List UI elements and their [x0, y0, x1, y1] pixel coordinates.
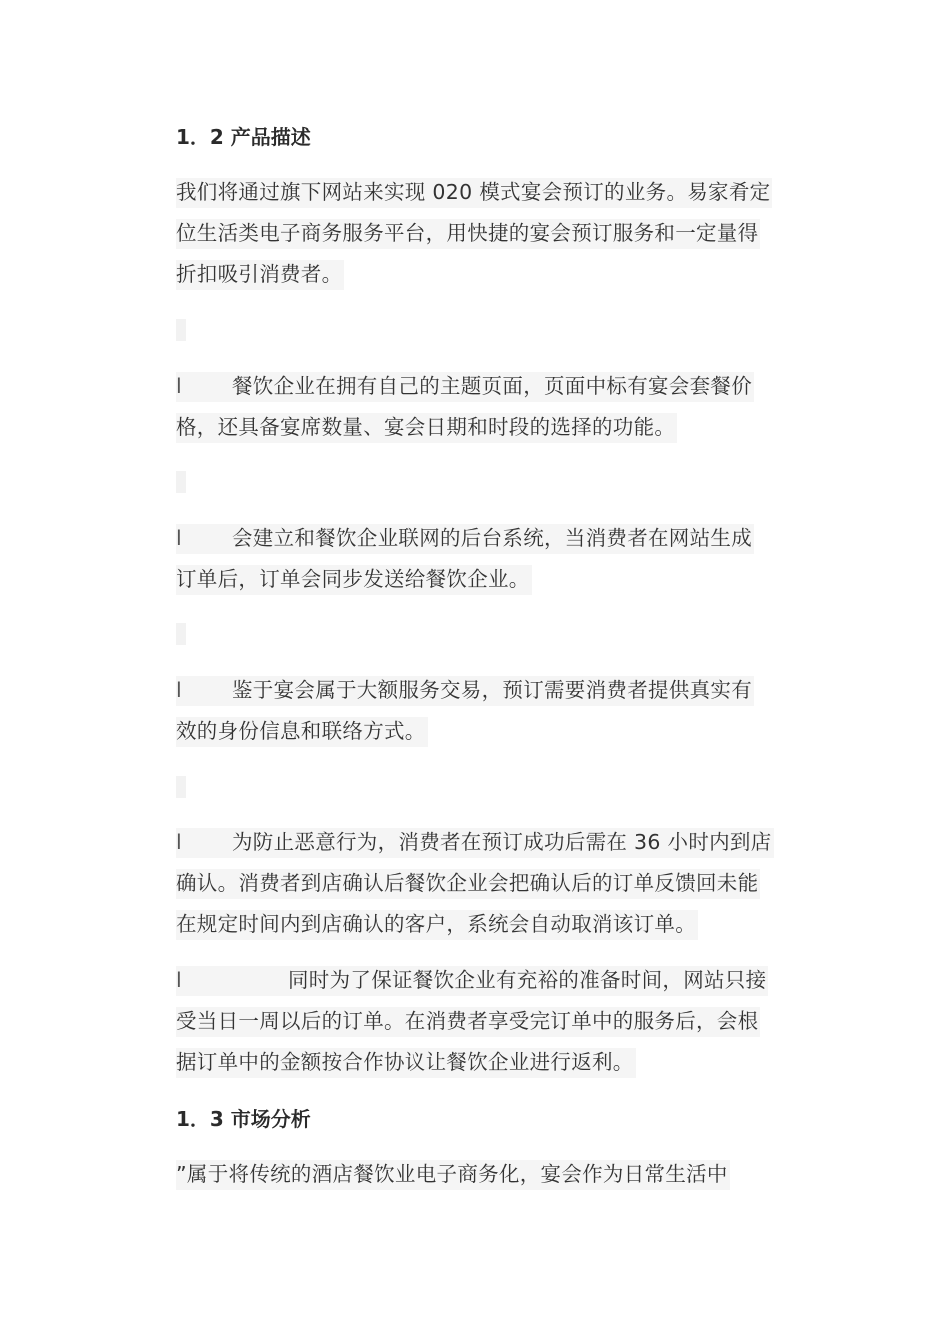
blank-marker — [176, 471, 186, 493]
bullet-marker: l — [176, 526, 182, 550]
intro-line-2: 位生活类电子商务服务平台，用快捷的宴会预订服务和一定量得 — [176, 219, 760, 249]
intro-line-1: 我们将通过旗下网站来实现 020 模式宴会预订的业务。易家肴定 — [176, 178, 772, 208]
intro-paragraph — [176, 172, 806, 295]
item3-line-2: 效的身份信息和联络方式。 — [176, 717, 428, 747]
bullet-marker: l — [176, 968, 182, 992]
item4-line-1: 为防止恶意行为，消费者在预订成功后需在 36 小时内到店 — [232, 830, 772, 854]
blank-marker — [176, 776, 186, 798]
item1-line-2: 格，还具备宴席数量、宴会日期和时段的选择的功能。 — [176, 413, 677, 443]
item4-line-2: 确认。消费者到店确认后餐饮企业会把确认后的订单反馈回未能 — [176, 869, 760, 899]
intro-line-3: 折扣吸引消费者。 — [176, 260, 344, 290]
blank-marker — [176, 623, 186, 645]
bullet-marker: l — [176, 678, 182, 702]
market-line-1: ”属于将传统的酒店餐饮业电子商务化，宴会作为日常生活中 — [176, 1160, 730, 1190]
heading-market-analysis: 1．3 市场分析 — [176, 1107, 311, 1131]
item1-line-1: 餐饮企业在拥有自己的主题页面，页面中标有宴会套餐价 — [232, 374, 752, 398]
bullet-marker: l — [176, 374, 182, 398]
item3-line-1: 鉴于宴会属于大额服务交易，预订需要消费者提供真实有 — [232, 678, 752, 702]
market-paragraph — [176, 1154, 806, 1195]
item2-line-2: 订单后，订单会同步发送给餐饮企业。 — [176, 565, 532, 595]
list-item-1 — [176, 366, 806, 448]
item5-line-2: 受当日一周以后的订单。在消费者享受完订单中的服务后，会根 — [176, 1007, 760, 1037]
item5-line-1: 同时为了保证餐饮企业有充裕的准备时间，网站只接 — [288, 968, 767, 992]
list-item-5 — [176, 960, 806, 1083]
item5-line-3: 据订单中的金额按合作协议让餐饮企业进行返利。 — [176, 1048, 636, 1078]
item2-line-1: 会建立和餐饮企业联网的后台系统，当消费者在网站生成 — [232, 526, 752, 550]
list-item-3 — [176, 670, 806, 752]
item4-line-3: 在规定时间内到店确认的客户，系统会自动取消该订单。 — [176, 910, 698, 940]
list-item-4 — [176, 822, 806, 945]
blank-marker — [176, 319, 186, 341]
list-item-2 — [176, 518, 806, 600]
heading-product-description: 1．2 产品描述 — [176, 125, 311, 149]
bullet-marker: l — [176, 830, 182, 854]
